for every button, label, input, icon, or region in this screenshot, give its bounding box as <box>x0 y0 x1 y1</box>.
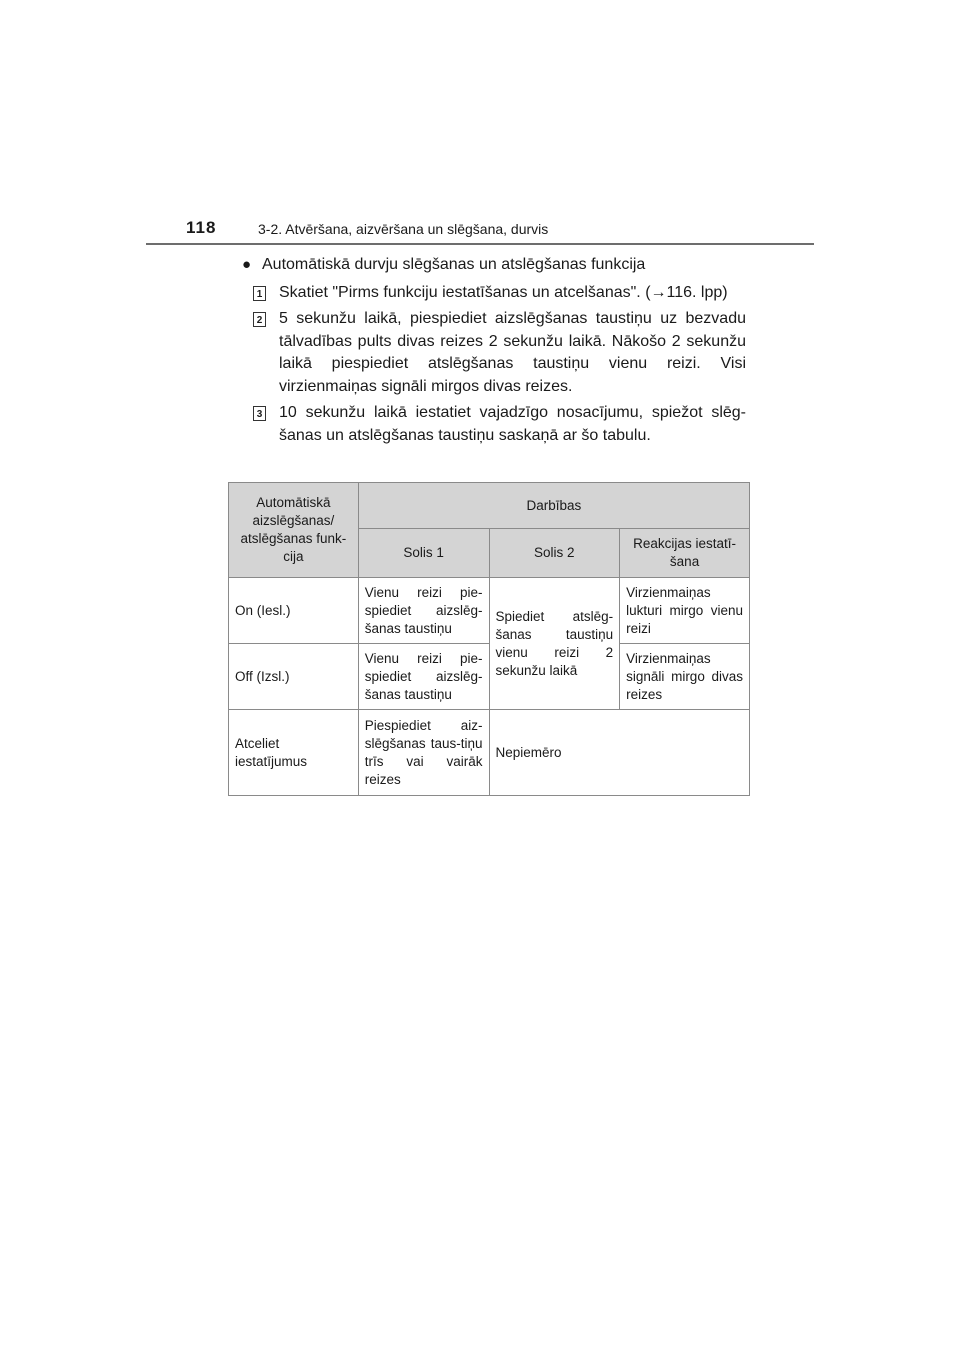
settings-table <box>228 482 750 796</box>
bullet-icon: ● <box>242 256 252 273</box>
row-function: Atceliet iestatījumus <box>229 710 359 796</box>
header-step1: Solis 1 <box>358 529 489 578</box>
row-response: Virzienmaiņas signāli mirgo divas reizes <box>620 644 750 710</box>
section-title: 3-2. Atvēršana, aizvēršana un slēgšana, durvis <box>258 221 549 237</box>
step-2 <box>242 308 750 398</box>
header-response: Reakcijas iestatī-šana <box>620 529 750 578</box>
heading-text: Automātiskā durvju slēgšanas un atslēgšanas funkcija <box>262 256 646 273</box>
function-heading <box>242 254 750 277</box>
step-number-badge: 3 <box>253 406 266 421</box>
step-text: Skatiet "Pirms funkciju iestatīšanas un atcelšanas". (→116. lpp) <box>279 283 728 301</box>
step-1 <box>242 282 750 305</box>
row-function: Off (Izsl.) <box>229 644 359 710</box>
row-step1: Vienu reizi pie-spiediet aizslēg-šanas taustiņu <box>358 644 489 710</box>
header-divider <box>146 243 814 245</box>
step-text: 5 sekunžu laikā, piespiediet aizslēgšanas taustiņu uz bezvadu tālvadības pults divas reizes 2 sekunžu laikā. Nākošo 2 sekunžu laikā piespiediet atslēgšanas taustiņu vienu reizi. Visi virzienmaiņas signāli mirgos divas reizes. <box>279 310 746 395</box>
page-number: 118 <box>186 218 217 237</box>
row-response: Virzienmaiņas lukturi mirgo vienu reizi <box>620 578 750 644</box>
step-3 <box>242 402 750 447</box>
row-step1: Piespiediet aiz-slēgšanas taus-tiņu trīs vai vairāk reizes <box>358 710 489 796</box>
header-step2: Solis 2 <box>489 529 620 578</box>
row-function: On (Iesl.) <box>229 578 359 644</box>
row-step1: Vienu reizi pie-spiediet aizslēg-šanas taustiņu <box>358 578 489 644</box>
header-actions: Darbības <box>358 483 749 529</box>
table-row <box>229 578 750 644</box>
header-function: Automātiskā aizslēgšanas/ atslēgšanas funk-cija <box>229 483 359 578</box>
shared-step2: Spiediet atslēg-šanas taustiņu vienu reizi 2 sekunžu laikā <box>489 578 620 710</box>
table-row <box>229 710 750 796</box>
step-number-badge: 2 <box>253 312 266 327</box>
step-number-badge: 1 <box>253 286 266 301</box>
content <box>242 254 750 451</box>
row-not-applicable: Nepiemēro <box>489 710 750 796</box>
step-text: 10 sekunžu laikā iestatiet vajadzīgo nosacījumu, spiežot slēg-šanas un atslēgšanas taustiņu saskaņā ar šo tabulu. <box>279 404 746 444</box>
